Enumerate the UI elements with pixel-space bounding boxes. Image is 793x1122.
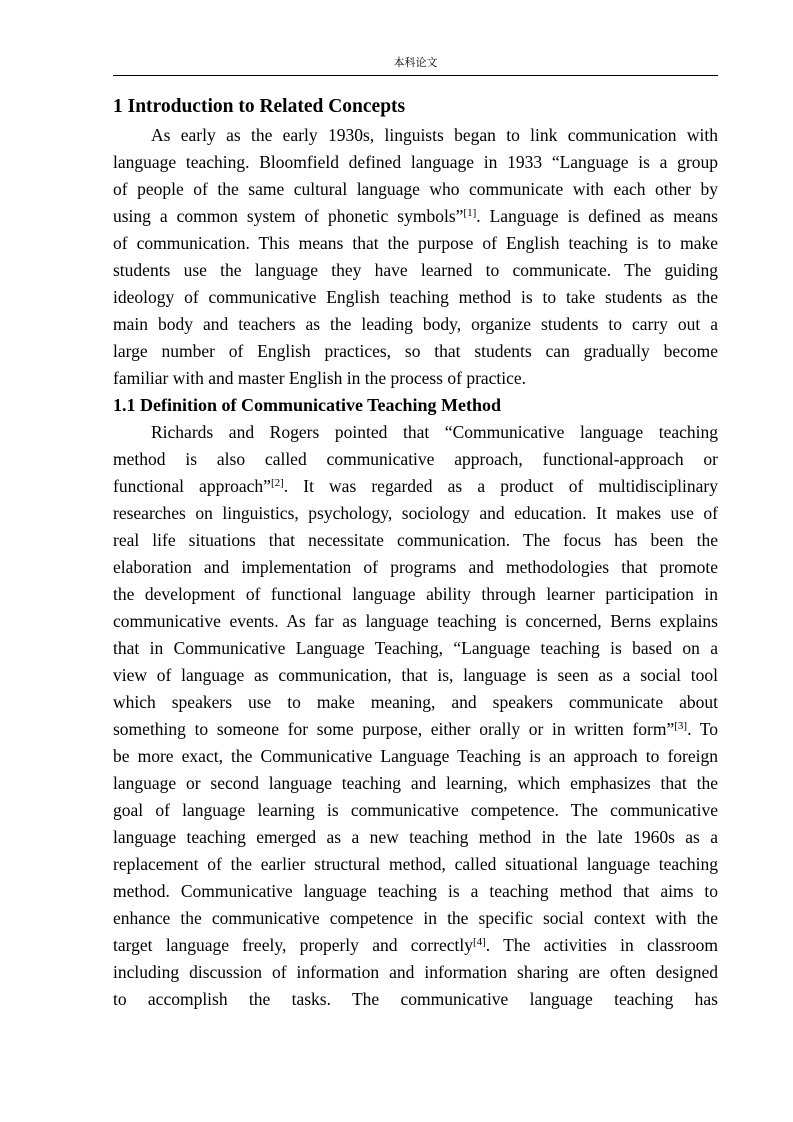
- text-line: familiar with and master English in the process of practice.: [113, 368, 527, 388]
- text-line: of communication. This means that the purpose of English teaching is to make: [113, 233, 718, 253]
- paragraph-definition: [113, 419, 718, 1013]
- text-line: ideology of communicative English teaching method is to take students as the: [113, 287, 718, 307]
- text-line: main body and teachers as the leading body, organize students to carry out a: [113, 314, 718, 334]
- text-line: method. Communicative language teaching is a teaching method that aims to: [113, 881, 718, 901]
- text-line: that in Communicative Language Teaching, “Language teaching is based on a: [113, 638, 718, 658]
- text-line: enhance the communicative competence in the specific social context with the: [113, 908, 718, 928]
- text-line: of people of the same cultural language who communicate with each other by: [113, 179, 718, 199]
- text-line: real life situations that necessitate communication. The focus has been the: [113, 530, 718, 550]
- citation-1: [1]: [463, 207, 477, 219]
- text-line: researches on linguistics, psychology, sociology and education. It makes use of: [113, 503, 718, 523]
- section-heading-1-1: 1.1 Definition of Communicative Teaching Method: [113, 395, 502, 415]
- citation-2: [2]: [270, 477, 284, 489]
- text-line: something to someone for some purpose, either orally or in written form”[3]. To: [113, 719, 718, 739]
- citation-4: [4]: [472, 936, 486, 948]
- text-line: students use the language they have learned to communicate. The guiding: [113, 260, 718, 280]
- section-heading-1: 1 Introduction to Related Concepts: [113, 96, 406, 117]
- text-line: language teaching. Bloomfield defined language in 1933 “Language is a group: [113, 152, 718, 172]
- text-line: to accomplish the tasks. The communicative language teaching has: [113, 989, 718, 1009]
- text-line: target language freely, properly and correctly[4]. The activities in classroom: [113, 935, 718, 955]
- text-line: replacement of the earlier structural method, called situational language teaching: [113, 854, 718, 874]
- text-line: language teaching emerged as a new teaching method in the late 1960s as a: [113, 827, 718, 847]
- text-line: Richards and Rogers pointed that “Communicative language teaching: [151, 422, 718, 442]
- text-line: As early as the early 1930s, linguists began to link communication with: [151, 125, 718, 145]
- text-line: view of language as communication, that is, language is seen as a social tool: [113, 665, 718, 685]
- text-line: language or second language teaching and learning, which emphasizes that the: [113, 773, 718, 793]
- document-body: [113, 92, 718, 1013]
- text-line: method is also called communicative approach, functional-approach or: [113, 449, 718, 469]
- paragraph-introduction: [113, 122, 718, 392]
- text-line: goal of language learning is communicative competence. The communicative: [113, 800, 718, 820]
- text-line: using a common system of phonetic symbols”[1]. Language is defined as means: [113, 206, 718, 226]
- header-title: 本科论文: [393, 56, 438, 69]
- page-header: [113, 55, 718, 76]
- text-line: elaboration and implementation of programs and methodologies that promote: [113, 557, 718, 577]
- text-line: large number of English practices, so that students can gradually become: [113, 341, 718, 361]
- text-line: which speakers use to make meaning, and speakers communicate about: [113, 692, 718, 712]
- text-line: functional approach”[2]. It was regarded as a product of multidisciplinary: [113, 476, 718, 496]
- citation-3: [3]: [674, 720, 688, 732]
- text-line: communicative events. As far as language teaching is concerned, Berns explains: [113, 611, 718, 631]
- text-line: including discussion of information and information sharing are often designed: [113, 962, 718, 982]
- text-line: be more exact, the Communicative Language Teaching is an approach to foreign: [113, 746, 718, 766]
- text-line: the development of functional language ability through learner participation in: [113, 584, 718, 604]
